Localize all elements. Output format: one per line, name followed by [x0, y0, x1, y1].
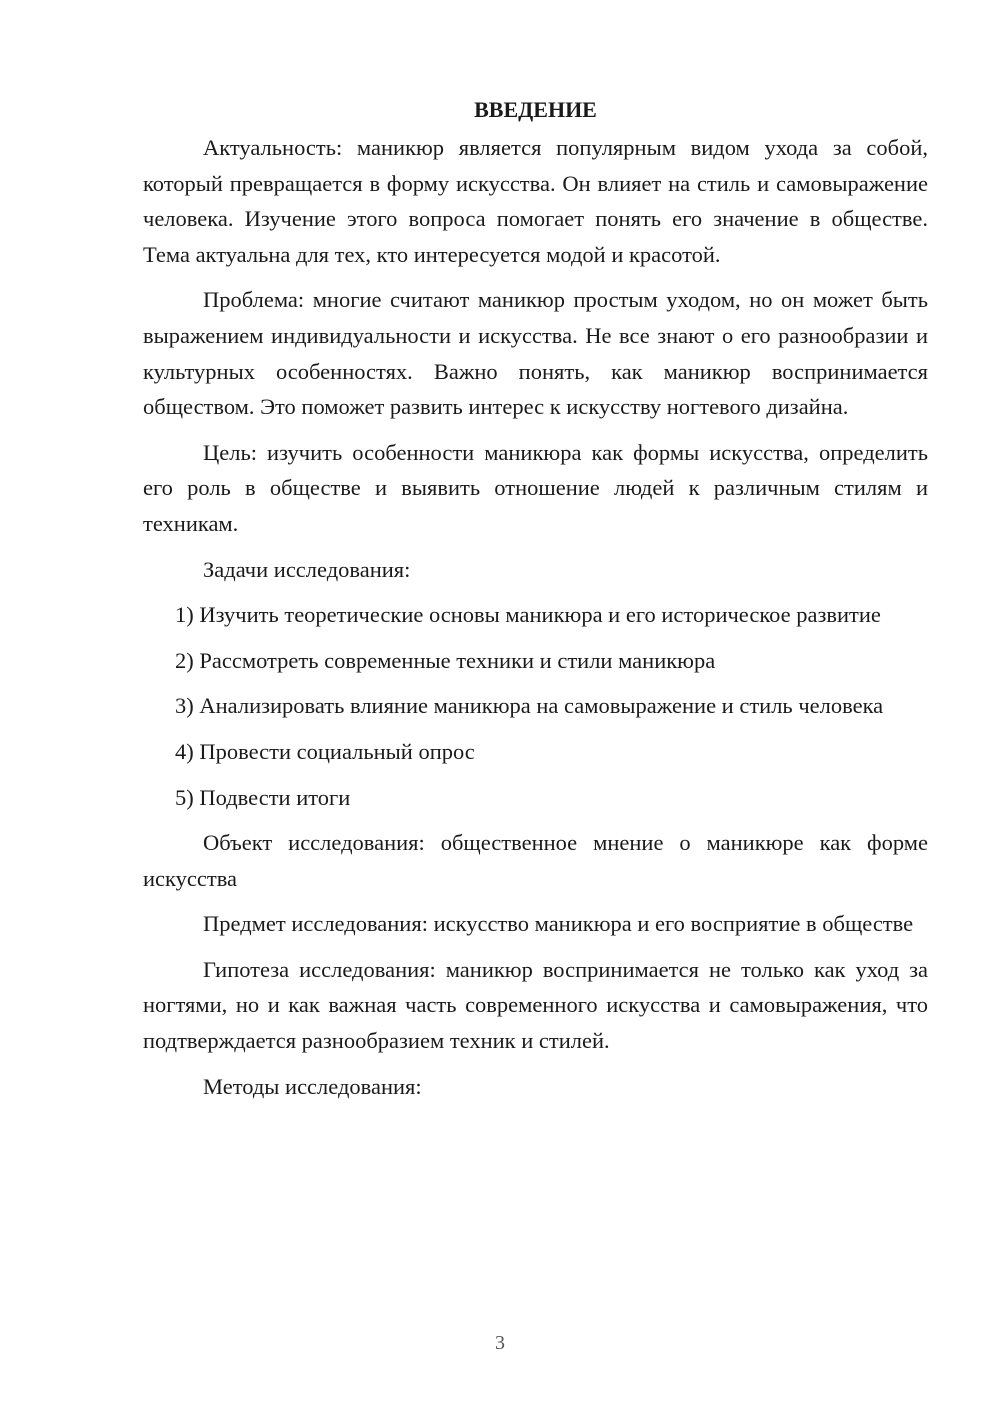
page-number: 3	[495, 1332, 505, 1354]
methods-heading: Методы исследования:	[203, 1073, 422, 1099]
relevance-paragraph: Актуальность: маникюр является популярным видом ухода за собой, который превращается в форму искусства. Он влияет на стиль и самовыражение человека. Изучение этого вопроса помогает понять его значение в обществе. Тема актуальна для тех, кто интересуется модой и красотой.	[143, 135, 928, 267]
problem-paragraph: Проблема: многие считают маникюр простым уходом, но он может быть выражением индивидуальности и искусства. Не все знают о его разнообразии и культурных особенностях. Важно понять, как маникюр воспринимается обществом. Это поможет развить интерес к искусству ногтевого дизайна.	[143, 287, 928, 420]
page-title: ВВЕДЕНИЕ	[474, 97, 597, 122]
task-item: 1) Изучить теоретические основы маникюра и его историческое развитие	[175, 602, 881, 628]
subject-paragraph: Предмет исследования: искусство маникюра и его восприятие в обществе	[203, 911, 914, 937]
task-item: 5) Подвести итоги	[175, 784, 351, 810]
page-content	[143, 92, 928, 1114]
task-item: 3) Анализировать влияние маникюра на самовыражение и стиль человека	[175, 693, 884, 719]
hypothesis-paragraph: Гипотеза исследования: маникюр воспринимается не только как уход за ногтями, но и как важная часть современного искусства и самовыражения, что подтверждается разнообразием техник и стилей.	[143, 956, 928, 1054]
goal-paragraph: Цель: изучить особенности маникюра как формы искусства, определить его роль в обществе и выявить отношение людей к различным стилям и техникам.	[143, 439, 928, 536]
tasks-heading: Задачи исследования:	[203, 556, 411, 582]
task-item: 2) Рассмотреть современные техники и стили маникюра	[175, 647, 716, 673]
object-paragraph: Объект исследования: общественное мнение о маникюре как форме искусства	[143, 830, 928, 891]
task-item: 4) Провести социальный опрос	[175, 738, 475, 764]
